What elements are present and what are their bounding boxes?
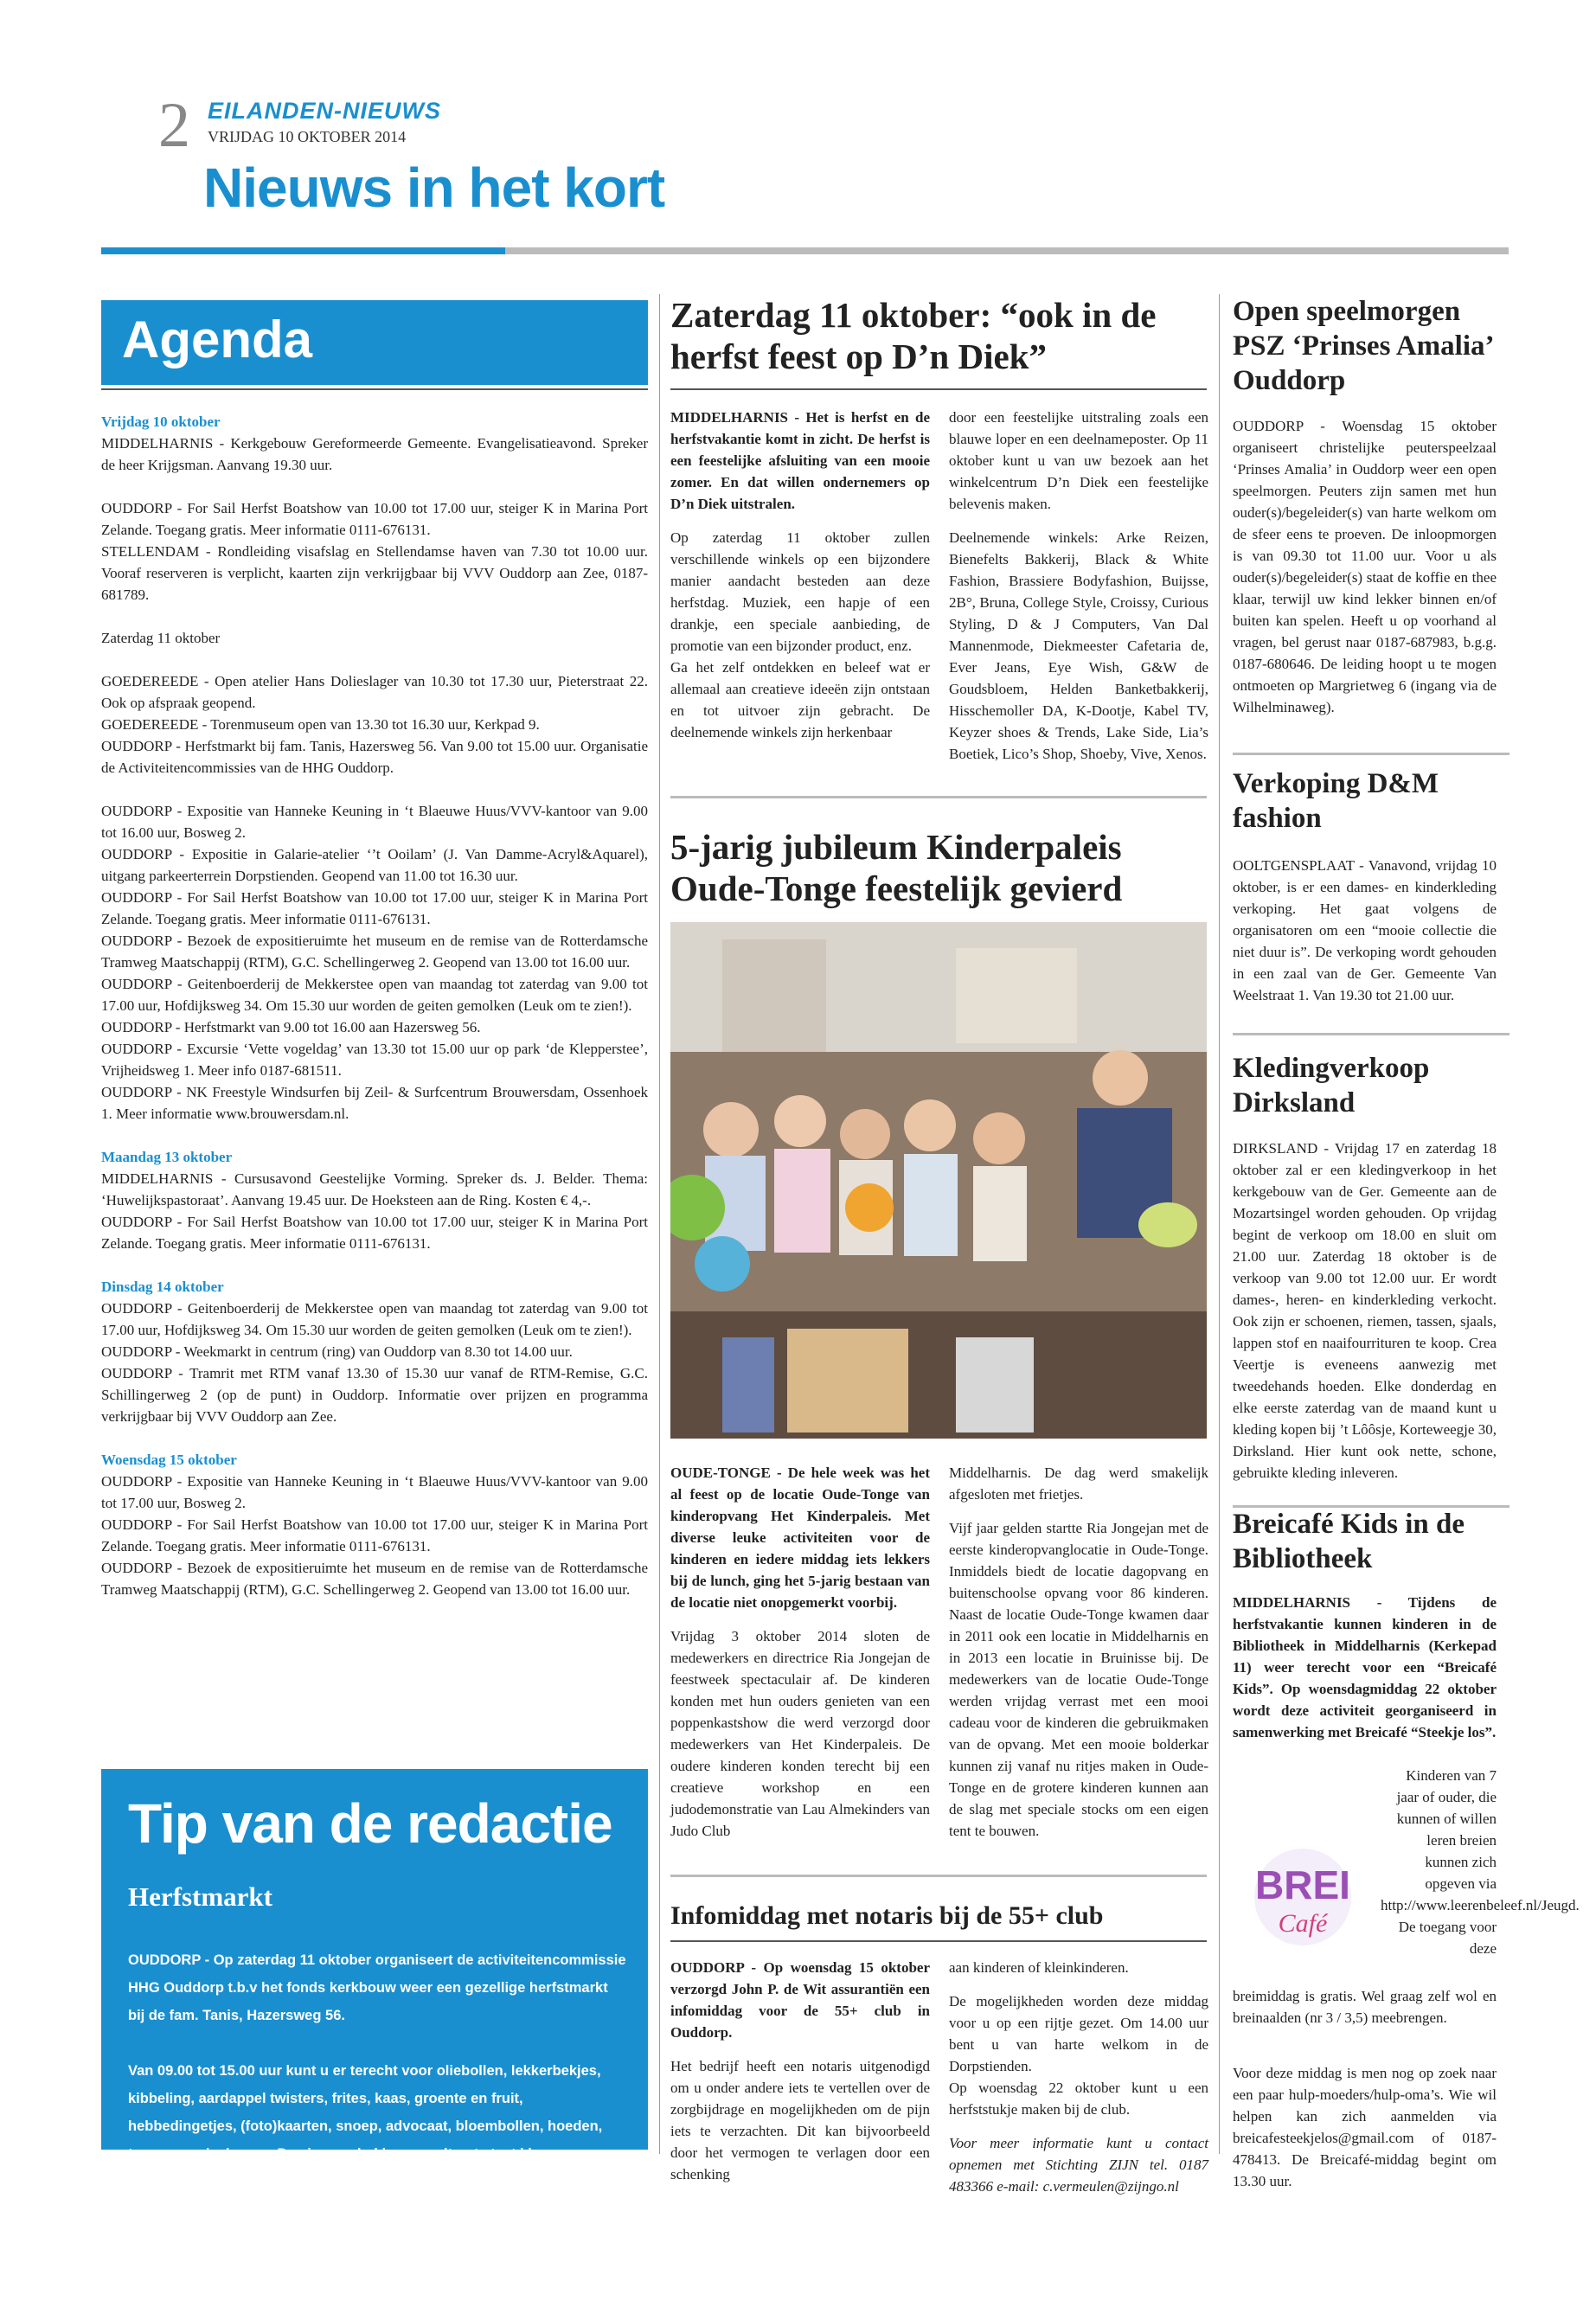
article-column (949, 1957, 1208, 2197)
tip-title: Tip van de redactie (128, 1792, 612, 1855)
article-column (670, 1462, 930, 1842)
article-headline: Infomiddag met notaris bij de 55+ club (670, 1901, 1104, 1930)
agenda-day-heading: Woensdag 15 oktober (101, 1452, 237, 1468)
article-lead: MIDDELHARNIS - Het is herfst en de herfstvakantie komt in zicht. De herfst is een feestelijke afsluiting van een mooie zomer. En dat willen ondernemers op D’n Diek uitstralen. (670, 409, 930, 512)
article-paragraph: Ga het zelf ontdekken en beleef wat er allemaal aan creatieve ideeën zijn ontstaan en tot uitvoer zijn gebracht. De deelnemende winkels zijn herkenbaar (670, 659, 930, 740)
article-body: Kinderen van 7 jaar of ouder, die kunnen of willen leren breien kunnen zich opgeven via http://www.leerenbeleef.nl/Jeugd. De toegang voor deze (1381, 1767, 1580, 1957)
article-lead: OUDDORP - Op woensdag 15 oktober verzorgd John P. de Wit assurantiën een infomiddag voor de 55+ club in Ouddorp. (670, 1959, 930, 2041)
section-title: Nieuws in het kort (203, 157, 665, 219)
article-rule (670, 1940, 1207, 1942)
agenda-entry: OUDDORP - Geitenboerderij de Mekkerstee open van maandag tot zaterdag van 9.00 tot 17.00 uur, Hofdijksweg 34. Om 15.30 uur worden de geiten gemolken (Leuk om te zien!). (101, 976, 648, 1014)
agenda-entry: OUDDORP - For Sail Herfst Boatshow van 10.00 tot 17.00 uur, steiger K in Marina Port Zelande. Toegang gratis. Meer informatie 0111-676131. (101, 1516, 648, 1554)
agenda-spacer (101, 1125, 648, 1146)
article-headline: Kledingverkoop Dirksland (1233, 1053, 1430, 1118)
article-headline: Open speelmorgen PSZ ‘Prinses Amalia’ Ouddorp (1233, 296, 1493, 396)
article-column (949, 407, 1208, 765)
article-column (949, 1462, 1208, 1842)
tip-subtitle: Herfstmarkt (128, 1881, 272, 1912)
article-divider (1233, 1033, 1509, 1035)
article-headline: Zaterdag 11 oktober: “ook in de herfst feest op D’n Diek” (670, 295, 1157, 376)
column-divider (1219, 294, 1220, 2154)
agenda-entry: GOEDEREEDE - Torenmuseum open van 13.30 tot 16.30 uur, Kerkpad 9. (101, 716, 540, 733)
tip-paragraph: Van 09.00 tot 15.00 uur kunt u er terecht voor oliebollen, lekkerbekjes, kibbeling, aardappel twisters, frites, kaas, groente en fruit, hebbedingetjes, (foto)kaarten, snoep, advocaat, bloembollen, hoeden, tassen en sjaals, enz. De eigen gebakken appeltaart staat klaar. (128, 2063, 603, 2162)
article-paragraph: Vrijdag 3 oktober 2014 sloten de medewerkers en directrice Ria Jongejan de feestweek spectaculair af. De kinderen konden met hun ouders genieten van een poppenkastshow die werd verzorgd door medewerkers van Het Kinderpaleis. De oudere kinderen konden terecht bij een creatieve workshop en een judodemonstratie van Lau Almekinders van Judo Club (670, 1628, 930, 1839)
agenda-entry: OUDDORP - Expositie van Hanneke Keuning in ‘t Blaeuwe Huus/VVV-kantoor van 9.00 tot 17.00 uur, Bosweg 2. (101, 1473, 648, 1511)
agenda-spacer (101, 476, 648, 497)
article-paragraph: De mogelijkheden worden deze middag voor u op een rijtje gezet. Om 14.00 uur bent u van harte welkom in de Dorpstienden. (949, 1993, 1208, 2074)
agenda-entry: OUDDORP - Expositie in Galarie-atelier ‘’t Ooilam’ (J. Van Damme-Acryl&Aquarel), uitgang parkeerterrein Dorpstienden. Geopend van 11.00 tot 16.30 uur. (101, 846, 648, 884)
header-rule (505, 247, 1509, 254)
paragraph-spacer (949, 515, 1208, 527)
paragraph-spacer (949, 1505, 1208, 1517)
article-headline: Breicafé Kids in de Bibliotheek (1233, 1509, 1465, 1574)
agenda-spacer (101, 606, 648, 627)
agenda-entry: OUDDORP - For Sail Herfst Boatshow van 10.00 tot 17.00 uur, steiger K in Marina Port Zelande. Toegang gratis. Meer informatie 0111-676131. (101, 889, 648, 927)
contact-info: Voor meer informatie kunt u contact opnemen met Stichting ZIJN tel. 0187 483366 e-mail: c.vermeulen@zijngo.nl (949, 2135, 1208, 2195)
article-lead: MIDDELHARNIS - Tijdens de herfstvakantie kunnen kinderen in de Bibliotheek in Middelharnis (Kerkepad 11) weer terecht voor een “Breicafé Kids”. Op woensdagmiddag 22 oktober wordt deze activiteit georganiseerd in samenwerking met Breicafé “Steekje los”. (1233, 1594, 1497, 1740)
agenda-entry: OUDDORP - Herfstmarkt van 9.00 tot 16.00 aan Hazersweg 56. (101, 1019, 481, 1035)
tip-paragraph: OUDDORP - Op zaterdag 11 oktober organiseert de activiteitencommissie HHG Ouddorp t.b.v het fonds kerkbouw weer een gezellige herfstmarkt bij de fam. Tanis, Hazersweg 56. (128, 1952, 626, 2023)
breicafe-logo (1234, 1845, 1372, 1949)
agenda-entry: OUDDORP - Bezoek de expositieruimte het museum en de remise van de Rotterdamsche Tramweg Maatschappij (RTM), G.C. Schellingerweg 2. Geopend van 13.00 tot 16.00 uur. (101, 933, 648, 971)
agenda-day-heading: Vrijdag 10 oktober (101, 413, 221, 430)
agenda-title: Agenda (122, 311, 313, 369)
article-paragraph: Het bedrijf heeft een notaris uitgenodigd om u onder andere iets te vertellen over de zorgbijdrage en mogelijkheden om de pijn iets te verzachten. Dit kan bijvoorbeeld door het vermogen te verlagen door een schenking (670, 2058, 930, 2182)
agenda-rule (101, 388, 648, 390)
paragraph-spacer (670, 1613, 930, 1625)
agenda-day-heading: Dinsdag 14 oktober (101, 1279, 224, 1295)
agenda-entry: OUDDORP - Weekmarkt in centrum (ring) van Ouddorp van 8.30 tot 14.00 uur. (101, 1343, 573, 1360)
agenda-day-heading: Maandag 13 oktober (101, 1149, 233, 1165)
article-headline: 5-jarig jubileum Kinderpaleis Oude-Tonge feestelijk gevierd (670, 827, 1123, 908)
paragraph-spacer (949, 2120, 1208, 2132)
tip-body (128, 1946, 626, 2168)
page-number: 2 (158, 90, 190, 161)
agenda-entry: OUDDORP - Tramrit met RTM vanaf 13.30 of 15.30 uur vanaf de RTM-Remise, G.C. Schillingerweg 2 (op de punt) in Ouddorp. Informatie over prijzen en programma verkrijgbaar bij VVV Ouddorp aan Zee. (101, 1365, 648, 1425)
header-rule-accent (101, 247, 505, 254)
article-divider (670, 796, 1207, 798)
agenda-spacer (101, 779, 648, 800)
agenda-spacer (101, 1254, 648, 1276)
breicafe-logo-word: BREI (1255, 1862, 1350, 1907)
agenda-entry: GOEDEREEDE - Open atelier Hans Dolieslager van 10.30 tot 17.30 uur, Pieterstraat 22. Ook op afspraak geopend. (101, 673, 648, 711)
article-body: DIRKSLAND - Vrijdag 17 en zaterdag 18 oktober zal er een kledingverkoop in het kerkgebouw van de Ger. Gemeente aan de Mozartsingel worden gehouden. Op vrijdag begint de verkoop om 18.00 en sluit om 21.00 uur. Zaterdag 18 oktober is de verkoop van 9.00 tot 12.00 uur. Er wordt dames-, heren- en kinderkleding verkocht. Ook zijn er schoenen, riemen, tassen, sjaals, lappen stof en naaifourrituren te koop. Crea Veertje is eveneens aanwezig met tweedehands hoeden. Elke donderdag en elke eerste zaterdag van de maand kunt u kleding kopen bij ’t Lôôsje, Korteweegje 30, Dirksland. Hier kunt ook nette, schone, gebruikte kleding inleveren. (1233, 1140, 1497, 1481)
article-paragraph: Middelharnis. De dag werd smakelijk afgesloten met frietjes. (949, 1465, 1208, 1503)
paragraph-spacer (670, 2043, 930, 2055)
breicafe-logo-word: Café (1278, 1909, 1328, 1938)
agenda-entry: OUDDORP - Excursie ‘Vette vogeldag’ van 13.30 tot 15.00 uur op park ‘de Klepperstee’, Vrijheidsweg 1. Meer info 0187-681511. (101, 1041, 648, 1079)
agenda-entry: STELLENDAM - Rondleiding visafslag en Stellendamse haven van 7.30 tot 10.00 uur. Vooraf reserveren is verplicht, kaarten zijn verkrijgbaar bij VVV Ouddorp aan Zee, 0187-681789. (101, 543, 648, 603)
column-divider (659, 294, 660, 2154)
article-headline: Verkoping D&M fashion (1233, 768, 1439, 834)
paragraph-spacer (949, 1978, 1208, 1990)
agenda-entry: OUDDORP - Geitenboerderij de Mekkerstee open van maandag tot zaterdag van 9.00 tot 17.00 uur, Hofdijksweg 34. Om 15.30 uur worden de geiten gemolken (Leuk om te zien!). (101, 1300, 648, 1338)
agenda-entry: MIDDELHARNIS - Cursusavond Geestelijke Vorming. Spreker ds. J. Belder. Thema: ‘Huwelijkspastoraat’. Aanvang 19.45 uur. De Hoeksteen aan de Ring. Kosten € 4,-. (101, 1170, 648, 1208)
agenda-entry: OUDDORP - Bezoek de expositieruimte het museum en de remise van de Rotterdamsche Tramweg Maatschappij (RTM), G.C. Schellingerweg 2. Geopend van 13.00 tot 16.00 uur. (101, 1560, 648, 1598)
agenda-entry: OUDDORP - Expositie van Hanneke Keuning in ‘t Blaeuwe Huus/VVV-kantoor van 9.00 tot 16.00 uur, Bosweg 2. (101, 803, 648, 841)
article-body: Voor deze middag is men nog op zoek naar een paar hulp-moeders/hulp-oma’s. Wie wil helpen kan zich aanmelden via breicafesteekjelos@gmail.com of 0187-478413. De Breicafé-middag begint om 13.30 uur. (1233, 2065, 1497, 2189)
article-paragraph: door een feestelijke uitstraling zoals een blauwe loper en een deelnameposter. Op 11 oktober kunt u van uw bezoek aan het winkelcentrum D’n Diek een feestelijke belevenis maken. (949, 409, 1208, 512)
article-body: OOLTGENSPLAAT - Vanavond, vrijdag 10 oktober, is er een dames- en kinderkleding verkoping. Het gaat volgens de organisatoren om een “mooie collectie die niet duur is”. De verkoping wordt gehouden in een zaal van de Ger. Gemeente Van Weelstraat 1. Van 19.30 tot 21.00 uur. (1233, 857, 1497, 1003)
article-body: breimiddag is gratis. Wel graag zelf wol en breinaalden (nr 3 / 3,5) meebrengen. (1233, 1988, 1497, 2026)
children-party-photo (670, 922, 1207, 1439)
article-lead: OUDE-TONGE - De hele week was het al feest op de locatie Oude-Tonge van kinderopvang Het Kinderpaleis. Met diverse leuke activiteiten voor de kinderen en iedere middag iets lekkers bij de lunch, ging het 5-jarig bestaan van de locatie niet onopgemerkt voorbij. (670, 1465, 930, 1611)
article-paragraph: Op zaterdag 11 oktober zullen verschillende winkels op een bijzondere manier aandacht besteden aan deze herfstdag. Muziek, een hapje of een drankje, een speciale aanbieding, de promotie van een bijzonder product, enz. (670, 529, 930, 654)
article-paragraph: Vijf jaar gelden startte Ria Jongejan met de eerste kinderopvanglocatie in Oude-Tonge. Inmiddels biedt de locatie dagopvang en buitenschoolse opvang voor 86 kinderen. Naast de locatie Oude-Tonge kwamen daar in 2011 ook een locatie in Middelharnis en in 2013 een locatie in Bruinisse bij. De medewerkers van de locatie Oude-Tonge werden vrijdag verrast met een mooi cadeau voor de kinderen die gebruikmaken van de opvang. Met een mooie bolderkar kunnen zij vanaf nu ritjes maken in Oude-Tonge en de grotere kinderen kunnen aan de slag met speciale stocks om een eigen tent te bouwen. (949, 1520, 1208, 1839)
agenda-spacer (101, 649, 648, 670)
article-column (670, 407, 930, 743)
agenda-entry: OUDDORP - For Sail Herfst Boatshow van 10.00 tot 17.00 uur, steiger K in Marina Port Zelande. Toegang gratis. Meer informatie 0111-676131. (101, 500, 648, 538)
agenda-entry: OUDDORP - Herfstmarkt bij fam. Tanis, Hazersweg 56. Van 9.00 tot 15.00 uur. Organisatie de Activiteitencommissies van de HHG Ouddorp. (101, 738, 648, 776)
agenda-entry: OUDDORP - NK Freestyle Windsurfen bij Zeil- & Surfcentrum Brouwersdam, Ossenhoek 1. Meer informatie www.brouwersdam.nl. (101, 1084, 648, 1122)
children-party-photo-illustration (670, 922, 1207, 1439)
article-body: OUDDORP - Woensdag 15 oktober organiseert christelijke peuterspeelzaal ‘Prinses Amalia’ in Ouddorp weer een open speelmorgen. Peuters zijn samen met hun ouder(s)/begeleider(s) van harte welkom om de sfeer eens te proeven. De inloopmorgen is van 09.30 tot 11.00 uur. Voor u als ouder(s)/begeleider(s) staat de koffie en thee klaar, terwijl uw kind lekker binnen en/of buiten kan spelen. Heeft u op voorhand al vragen, bel gerust naar 0187-687983, b.g.g. 0187-680646. De leiding hoopt u te mogen ontmoeten op Margrietweg 6 (ingang via de Wilhelminaweg). (1233, 418, 1497, 715)
agenda-entry: Zaterdag 11 oktober (101, 630, 221, 646)
article-column (670, 1957, 930, 2185)
tip-box (101, 1769, 648, 2162)
agenda-spacer (101, 1427, 648, 1449)
paragraph-spacer (670, 515, 930, 527)
agenda-entry: MIDDELHARNIS - Kerkgebouw Gereformeerde Gemeente. Evangelisatieavond. Spreker de heer Krijgsman. Aanvang 19.30 uur. (101, 435, 648, 473)
agenda-list (101, 411, 648, 1600)
article-rule (670, 388, 1207, 390)
article-divider (670, 1875, 1207, 1877)
issue-date: VRIJDAG 10 OKTOBER 2014 (208, 128, 407, 145)
article-paragraph: Op woensdag 22 oktober kunt u een herfststukje maken bij de club. (949, 2080, 1208, 2118)
article-divider (1233, 753, 1509, 755)
article-paragraph: aan kinderen of kleinkinderen. (949, 1959, 1129, 1976)
article-paragraph: Deelnemende winkels: Arke Reizen, Bienefelts Bakkerij, Black & White Fashion, Brassiere Bodyfashion, Buijsse, 2B°, Bruna, College Style, Croissy, Curious Styling, D & J Computers, Van Dal Mannenmode, Diekmeester Cafetaria de, Ever Jeans, Eye Wish, G&W de Goudsbloem, Helden Banketbakkerij, Hisschemoller DA, K-Dootje, Kabel TV, Keyzer shoes & Trends, Lake Side, Lia’s Boetiek, Lico’s Shop, Shoeby, Vive, Xenos. (949, 529, 1208, 762)
agenda-header (101, 300, 648, 385)
masthead-logo: EILANDEN-NIEUWS (208, 98, 441, 124)
agenda-entry: OUDDORP - For Sail Herfst Boatshow van 10.00 tot 17.00 uur, steiger K in Marina Port Zelande. Toegang gratis. Meer informatie 0111-676131. (101, 1214, 648, 1252)
